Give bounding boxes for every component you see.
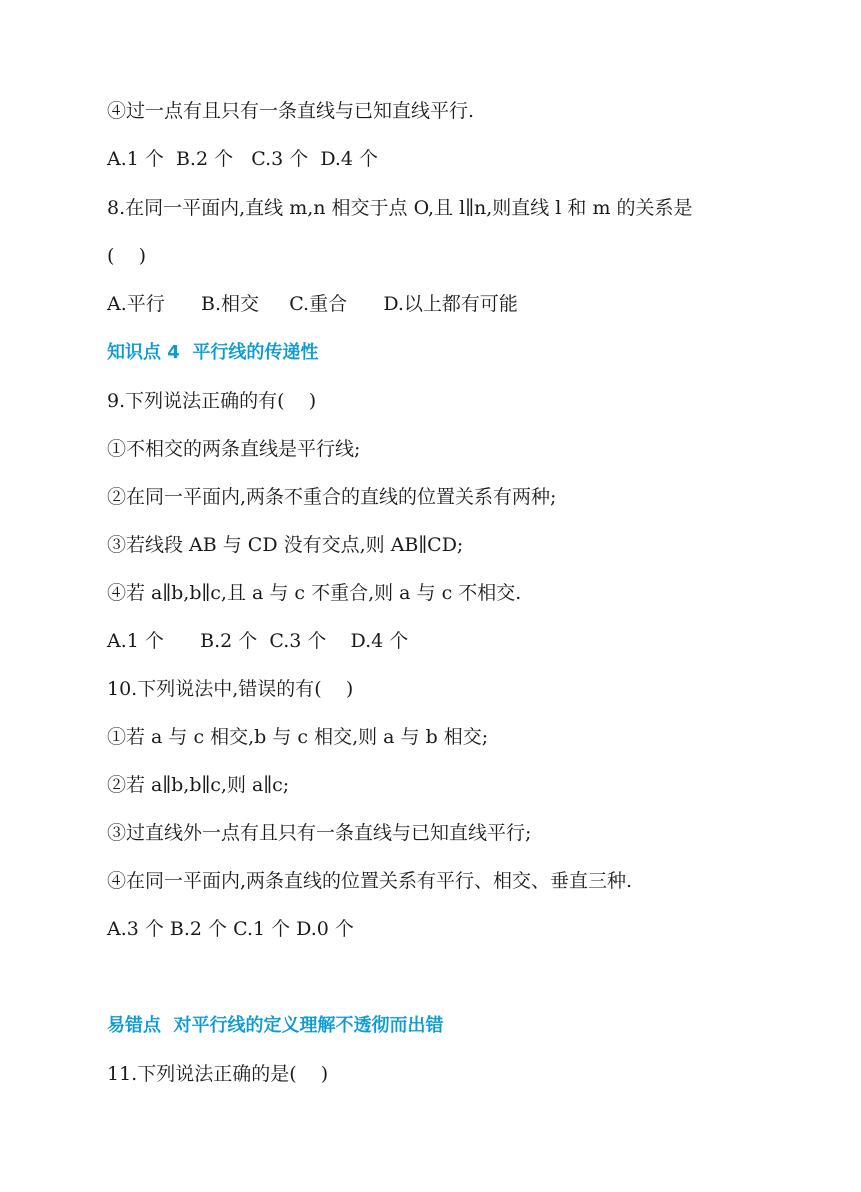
question-10-statement-1: ①若 a 与 c 相交,b 与 c 相交,则 a 与 b 相交; [107,726,489,748]
question-7-options: A.1 个 B.2 个 C.3 个 D.4 个 [107,148,379,170]
question-8-options: A.平行 B.相交 C.重合 D.以上都有可能 [107,293,518,315]
question-9-stem: 9.下列说法正确的有( ) [107,390,317,412]
section-heading-error-prone-point: 易错点 对平行线的定义理解不透彻而出错 [107,1015,444,1036]
question-11-stem: 11.下列说法正确的是( ) [107,1063,329,1085]
question-10-statement-3: ③过直线外一点有且只有一条直线与已知直线平行; [107,822,532,844]
section-heading-knowledge-point-4: 知识点 4 平行线的传递性 [107,342,319,363]
question-9-statement-3: ③若线段 AB 与 CD 没有交点,则 AB∥CD; [107,534,464,556]
question-9-statement-2: ②在同一平面内,两条不重合的直线的位置关系有两种; [107,486,557,508]
question-10-statement-4: ④在同一平面内,两条直线的位置关系有平行、相交、垂直三种. [107,870,633,892]
question-10-options: A.3 个 B.2 个 C.1 个 D.0 个 [107,918,354,940]
question-9-statement-1: ①不相交的两条直线是平行线; [107,438,361,460]
question-8-stem: 8.在同一平面内,直线 m,n 相交于点 O,且 l∥n,则直线 l 和 m 的关系是 [107,197,693,219]
question-9-options: A.1 个 B.2 个 C.3 个 D.4 个 [107,630,409,652]
question-10-statement-2: ②若 a∥b,b∥c,则 a∥c; [107,774,290,796]
question-9-statement-4: ④若 a∥b,b∥c,且 a 与 c 不重合,则 a 与 c 不相交. [107,582,522,604]
question-8-answer-blank: ( ) [107,245,146,267]
question-10-stem: 10.下列说法中,错误的有( ) [107,678,354,700]
statement-4-parallel-uniqueness: ④过一点有且只有一条直线与已知直线平行. [107,100,475,122]
